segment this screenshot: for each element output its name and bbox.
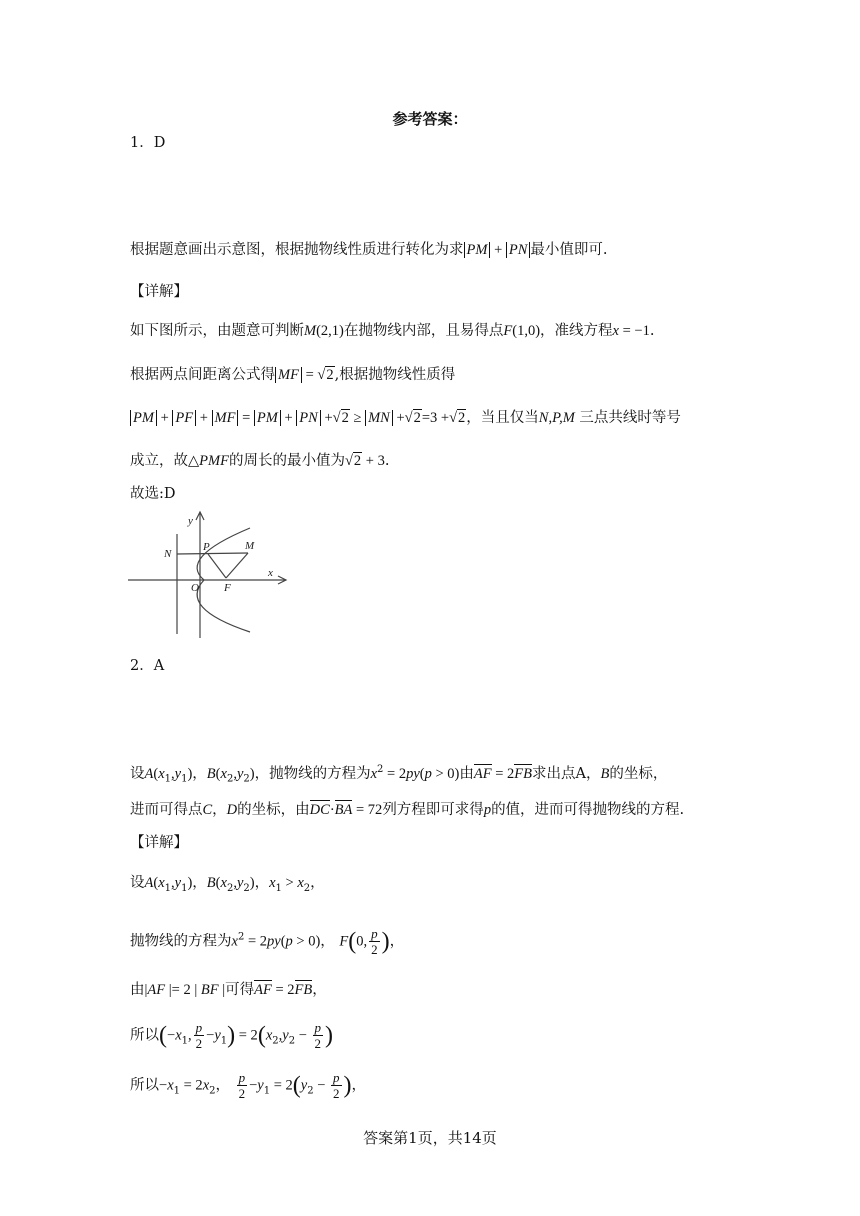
label-o: O bbox=[191, 582, 199, 594]
segment-mf bbox=[226, 553, 248, 578]
q1-choice: 故选:D bbox=[130, 486, 176, 502]
q2-detail-line2: 抛物线的方程为$x^2 = 2py(p > 0)$， F(0, $\frac{p}{2}$ )， bbox=[130, 926, 405, 957]
label-p: P bbox=[203, 541, 210, 553]
q2-detail-label: 【详解】 bbox=[130, 835, 188, 851]
q2-detail-line1: 设$A(x_1,y_1)$，$B(x_2,y_2)$，$x_1 > x_2$， bbox=[130, 875, 325, 894]
q2-analysis-line1: 设$A(x_1,y_1)$，$B(x_2,y_2)$，抛物线的方程为$x^2 = 2py(p > 0)$由AF = 2FB求出点A，B的坐标， bbox=[130, 764, 668, 785]
q2-analysis-line2: 进而可得点C，D的坐标，由DC·BA = 72列方程即可求得p的值，进而可得抛物线的方程. bbox=[130, 802, 685, 818]
q2-detail-line4: 所以($-x_1$, $\frac{p}{2}$ $-y_1) = 2(x_2,y_2$ − $\frac{p}{2}$ ) bbox=[130, 1020, 333, 1051]
page-footer: 答案第1页，共14页 bbox=[363, 1129, 497, 1147]
label-m: M bbox=[245, 540, 255, 552]
q1-detail-line4: 成立，故△PMF的周长的最小值为√2 + 3. bbox=[130, 453, 390, 469]
label-f: F bbox=[224, 582, 231, 594]
q1-detail-line1: 如下图所示，由题意可判断M(2,1)在抛物线内部，且易得点F(1,0)，准线方程x = −1. bbox=[130, 323, 655, 339]
q2-detail-line3: 由|AF |= 2 | BF |可得AF = 2FB， bbox=[130, 982, 327, 998]
q1-detail-label: 【详解】 bbox=[130, 284, 188, 300]
segment-nm bbox=[177, 553, 248, 554]
segment-pf bbox=[208, 554, 226, 578]
q1-detail-line2: 根据两点间距离公式得 MF = √2,根据抛物线性质得 bbox=[130, 367, 456, 383]
parabola-figure bbox=[128, 508, 293, 640]
q2-number: 2．A bbox=[130, 658, 165, 674]
page-title: 参考答案： bbox=[392, 110, 468, 128]
label-y: y bbox=[188, 515, 193, 527]
q1-analysis: 根据题意画出示意图，根据抛物线性质进行转化为求 PM + PN 最小值即可. bbox=[130, 242, 608, 258]
label-x: x bbox=[268, 567, 273, 579]
q1-number: 1．D bbox=[130, 135, 166, 151]
q2-detail-line5: 所以$-x_1 = 2x_2$， $\frac{p}{2}$ $-y_1 = 2(y_2$ − $\frac{p}{2}$ )， bbox=[130, 1070, 367, 1101]
label-n: N bbox=[164, 548, 172, 560]
q1-detail-line3: PM + PF + MF = PM + PN +√2 ≥ MN +√2=3 +√2，当且仅当N,P,M 三点共线时等号 bbox=[130, 408, 681, 428]
